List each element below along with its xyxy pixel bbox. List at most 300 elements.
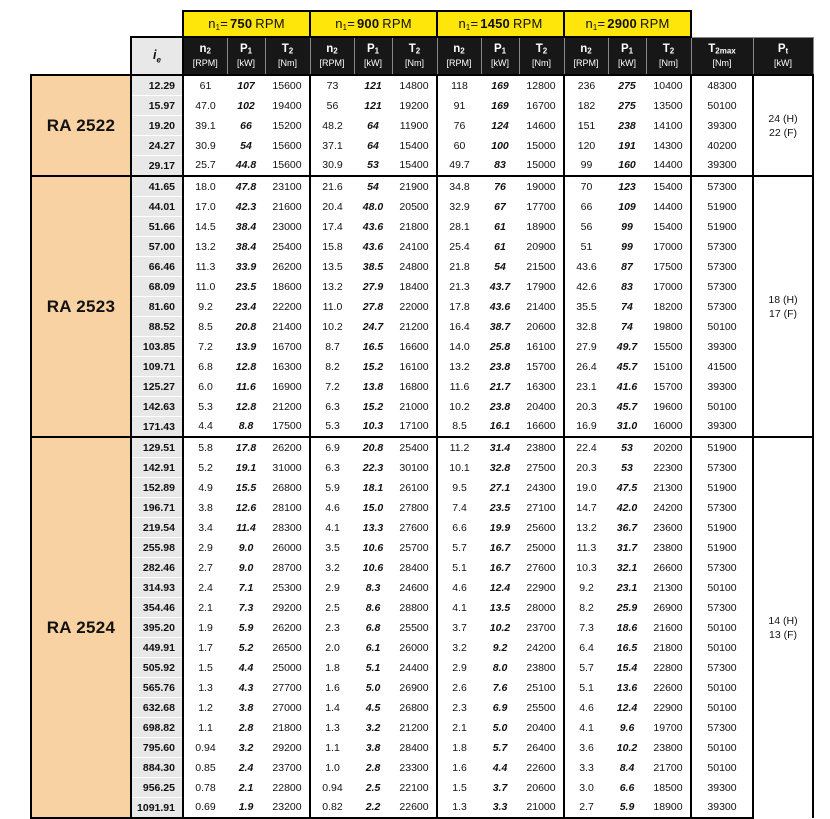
n2-value: 61 xyxy=(183,75,227,96)
table-row xyxy=(31,538,813,558)
p1-value: 8.8 xyxy=(227,417,265,438)
n2-value: 47.0 xyxy=(183,96,227,116)
n2-value: 32.8 xyxy=(564,317,608,337)
t2max-value: 57300 xyxy=(691,498,753,518)
n2-value: 1.0 xyxy=(310,758,354,778)
t2-value: 16600 xyxy=(519,417,564,438)
t2max-value: 51900 xyxy=(691,437,753,458)
n2-value: 8.5 xyxy=(437,417,481,438)
t2-value: 22800 xyxy=(653,661,683,674)
n2-value: 2.1 xyxy=(437,718,481,738)
p1-value: 53 xyxy=(621,461,633,474)
t2max-value: 50100 xyxy=(691,738,753,758)
t2-value: 27800 xyxy=(399,501,429,514)
p1-value: 2.8 xyxy=(238,721,254,734)
t2-value: 26600 xyxy=(653,561,683,574)
p1-value: 9.0 xyxy=(238,541,254,554)
t2-value: 26100 xyxy=(399,481,429,494)
header-spacer xyxy=(691,11,813,37)
p1-value: 169 xyxy=(481,75,519,96)
p1-value: 8.3 xyxy=(365,581,381,594)
model-label: RA 2524 xyxy=(31,437,131,818)
p1-value: 18.1 xyxy=(362,481,384,494)
n2-value: 8.5 xyxy=(183,317,227,337)
t2-value: 26500 xyxy=(272,641,302,654)
t2-value: 26400 xyxy=(526,741,556,754)
table-row xyxy=(31,277,813,297)
speed-header-1450 xyxy=(437,11,564,37)
n2-value: 1.2 xyxy=(183,698,227,718)
table-row xyxy=(31,718,813,738)
table-row xyxy=(31,75,813,96)
n2-value: 4.1 xyxy=(310,518,354,538)
t2max-value: 51900 xyxy=(691,518,753,538)
p1-value: 6.8 xyxy=(365,621,381,634)
t2-value: 25600 xyxy=(526,521,556,534)
p1-value: 31.7 xyxy=(616,541,638,554)
t2-value: 24200 xyxy=(653,501,683,514)
t2-value: 23800 xyxy=(519,437,564,458)
n2-value: 11.0 xyxy=(310,297,354,317)
col-header-p1: $P_1$ [kW] xyxy=(481,37,519,75)
p1-value: 4.4 xyxy=(238,661,254,674)
p1-value: 2.1 xyxy=(238,781,254,794)
t2-value: 18900 xyxy=(646,798,691,819)
n2-value: 118 xyxy=(437,75,481,96)
n2-value: 5.8 xyxy=(183,437,227,458)
n2-value: 1.4 xyxy=(310,698,354,718)
ie-value: 51.66 xyxy=(131,217,183,237)
p1-value: 38.7 xyxy=(489,320,511,333)
ie-value: 505.92 xyxy=(131,658,183,678)
table-row xyxy=(31,197,813,217)
p1-value: 31.0 xyxy=(608,417,646,438)
t2-value: 26900 xyxy=(653,601,683,614)
p1-value: 49.7 xyxy=(616,340,638,353)
t2-value: 26800 xyxy=(272,481,302,494)
p1-value: 15.5 xyxy=(235,481,257,494)
t2-value: 26900 xyxy=(399,681,429,694)
n2-value: 3.8 xyxy=(183,498,227,518)
p1-value: 99 xyxy=(621,220,633,233)
n2-value: 5.1 xyxy=(437,558,481,578)
p1-value: 12.8 xyxy=(235,400,257,413)
n2-value: 1.3 xyxy=(310,718,354,738)
t2-value: 21700 xyxy=(653,761,683,774)
p1-value: 8.6 xyxy=(365,601,381,614)
t2max-value: 39300 xyxy=(691,377,753,397)
p1-value: 23.5 xyxy=(235,280,257,293)
n2-value: 5.7 xyxy=(437,538,481,558)
t2-value: 23100 xyxy=(265,176,310,197)
n2-value: 11.3 xyxy=(183,257,227,277)
table-row xyxy=(31,397,813,417)
n2-value: 10.1 xyxy=(437,458,481,478)
t2-value: 14400 xyxy=(646,156,691,177)
n2-value: 13.5 xyxy=(310,257,354,277)
n2-value: 9.2 xyxy=(564,578,608,598)
n2-value: 4.1 xyxy=(437,598,481,618)
t2-value: 18900 xyxy=(526,220,556,233)
table-row xyxy=(31,618,813,638)
p1-value: 7.6 xyxy=(492,681,508,694)
n2-value: 30.9 xyxy=(183,136,227,156)
col-header-n2: $n_2$ [RPM] xyxy=(310,37,354,75)
n2-value: 76 xyxy=(437,116,481,136)
t2-value: 15400 xyxy=(399,139,429,152)
t2max-value: 57300 xyxy=(691,297,753,317)
t2-value: 15400 xyxy=(392,156,437,177)
ie-value: 41.65 xyxy=(131,176,183,197)
n2-value: 236 xyxy=(564,75,608,96)
n2-value: 4.9 xyxy=(183,478,227,498)
p1-value: 7.3 xyxy=(238,601,254,614)
t2-value: 15100 xyxy=(653,360,683,373)
t2max-value: 57300 xyxy=(691,257,753,277)
table-row xyxy=(31,156,813,177)
p1-value: 238 xyxy=(618,119,636,132)
t2-value: 16100 xyxy=(526,340,556,353)
ie-value: 565.76 xyxy=(131,678,183,698)
n2-value: 70 xyxy=(564,176,608,197)
t2-value: 15400 xyxy=(653,220,683,233)
n2-value: 32.9 xyxy=(437,197,481,217)
t2-value: 13500 xyxy=(653,99,683,112)
p1-value: 53 xyxy=(354,156,392,177)
p1-value: 23.8 xyxy=(489,400,511,413)
t2-value: 23700 xyxy=(526,621,556,634)
p1-value: 99 xyxy=(621,240,633,253)
t2-value: 27500 xyxy=(526,461,556,474)
t2-value: 20400 xyxy=(526,400,556,413)
t2-value: 20400 xyxy=(526,721,556,734)
n2-value: 8.2 xyxy=(310,357,354,377)
n2-value: 13.2 xyxy=(183,237,227,257)
t2-value: 21200 xyxy=(399,721,429,734)
speed-header-row xyxy=(31,11,813,37)
t2-value: 16100 xyxy=(399,360,429,373)
p1-value: 275 xyxy=(618,99,636,112)
t2-value: 25500 xyxy=(399,621,429,634)
p1-value: 19.1 xyxy=(235,461,257,474)
model-label: RA 2522 xyxy=(31,75,131,176)
n2-value: 2.3 xyxy=(310,618,354,638)
p1-value: 16.5 xyxy=(616,641,638,654)
t2-value: 18600 xyxy=(272,280,302,293)
t2-value: 24100 xyxy=(399,240,429,253)
ie-value: 12.29 xyxy=(131,75,183,96)
t2-value: 18500 xyxy=(653,781,683,794)
t2max-value: 57300 xyxy=(691,718,753,738)
table-row xyxy=(31,337,813,357)
table-row xyxy=(31,478,813,498)
t2-value: 21400 xyxy=(526,300,556,313)
n2-value: 11.2 xyxy=(437,437,481,458)
n2-value: 1.5 xyxy=(437,778,481,798)
table-row xyxy=(31,317,813,337)
n2-value: 9.5 xyxy=(437,478,481,498)
p1-value: 42.3 xyxy=(235,200,257,213)
n2-value: 3.7 xyxy=(437,618,481,638)
p1-value: 87 xyxy=(621,260,633,273)
t2-value: 25000 xyxy=(272,661,302,674)
n2-value: 3.3 xyxy=(564,758,608,778)
t2-value: 24300 xyxy=(526,481,556,494)
n2-value: 6.6 xyxy=(437,518,481,538)
n2-value: 0.94 xyxy=(183,738,227,758)
table-row xyxy=(31,297,813,317)
t2-value: 17500 xyxy=(653,260,683,273)
ie-value: 196.71 xyxy=(131,498,183,518)
t2max-value: 57300 xyxy=(691,277,753,297)
n2-value: 2.6 xyxy=(437,678,481,698)
n2-value: 0.85 xyxy=(183,758,227,778)
t2-value: 17900 xyxy=(526,280,556,293)
n2-value: 25.7 xyxy=(183,156,227,177)
t2-value: 15500 xyxy=(653,340,683,353)
p1-value: 43.6 xyxy=(362,220,384,233)
t2-value: 15200 xyxy=(272,119,302,132)
n2-value: 3.2 xyxy=(437,638,481,658)
p1-value: 16.1 xyxy=(481,417,519,438)
n2-value: 15.8 xyxy=(310,237,354,257)
ie-value: 44.01 xyxy=(131,197,183,217)
t2-value: 26200 xyxy=(272,621,302,634)
t2-value: 22300 xyxy=(653,461,683,474)
t2-value: 17700 xyxy=(526,200,556,213)
n2-value: 6.0 xyxy=(183,377,227,397)
t2-value: 21200 xyxy=(399,320,429,333)
t2-value: 22100 xyxy=(399,781,429,794)
t2-value: 15400 xyxy=(646,176,691,197)
t2max-value: 48300 xyxy=(691,75,753,96)
t2-value: 15000 xyxy=(526,139,556,152)
n2-value: 7.2 xyxy=(310,377,354,397)
p1-value: 61 xyxy=(494,220,506,233)
t2-value: 24600 xyxy=(399,581,429,594)
t2-value: 28400 xyxy=(399,561,429,574)
n2-value: 151 xyxy=(564,116,608,136)
t2-value: 16700 xyxy=(526,99,556,112)
col-header-t2: $T_2$ [Nm] xyxy=(646,37,691,75)
t2-value: 23700 xyxy=(272,761,302,774)
t2max-value: 39300 xyxy=(691,798,753,819)
table-row xyxy=(31,738,813,758)
t2max-value: 50100 xyxy=(691,578,753,598)
p1-value: 12.8 xyxy=(235,360,257,373)
table-row xyxy=(31,778,813,798)
table-row xyxy=(31,518,813,538)
p1-value: 21.7 xyxy=(489,380,511,393)
n2-value: 0.78 xyxy=(183,778,227,798)
ie-value: 956.25 xyxy=(131,778,183,798)
t2-value: 14400 xyxy=(653,200,683,213)
n2-value: 91 xyxy=(437,96,481,116)
t2-value: 21800 xyxy=(399,220,429,233)
p1-value: 16.7 xyxy=(489,561,511,574)
n2-value: 28.1 xyxy=(437,217,481,237)
p1-value: 160 xyxy=(608,156,646,177)
col-header-pt: $P_t$ [kW] xyxy=(753,37,813,75)
p1-value: 15.2 xyxy=(362,360,384,373)
n2-value: 21.3 xyxy=(437,277,481,297)
n2-value: 21.8 xyxy=(437,257,481,277)
column-header-row xyxy=(31,37,813,75)
ie-value: 698.82 xyxy=(131,718,183,738)
n2-value: 5.1 xyxy=(564,678,608,698)
n2-value: 8.2 xyxy=(564,598,608,618)
p1-value: 27.8 xyxy=(362,300,384,313)
t2-value: 21600 xyxy=(272,200,302,213)
t2-value: 19000 xyxy=(519,176,564,197)
ie-value: 255.98 xyxy=(131,538,183,558)
p1-value: 5.0 xyxy=(365,681,381,694)
t2-value: 21000 xyxy=(399,400,429,413)
n2-value: 2.9 xyxy=(437,658,481,678)
ie-value: 632.68 xyxy=(131,698,183,718)
n2-value: 2.5 xyxy=(310,598,354,618)
table-row xyxy=(31,136,813,156)
n2-value: 2.9 xyxy=(310,578,354,598)
p1-value: 20.8 xyxy=(235,320,257,333)
n2-value: 25.4 xyxy=(437,237,481,257)
n2-value: 1.3 xyxy=(183,678,227,698)
p1-value: 191 xyxy=(618,139,636,152)
t2max-value: 50100 xyxy=(691,638,753,658)
p1-value: 15.4 xyxy=(616,661,638,674)
n2-value: 19.0 xyxy=(564,478,608,498)
table-row xyxy=(31,638,813,658)
n2-value: 66 xyxy=(564,197,608,217)
n2-value: 20.3 xyxy=(564,458,608,478)
t2-value: 28700 xyxy=(272,561,302,574)
n2-value: 17.8 xyxy=(437,297,481,317)
t2-value: 21800 xyxy=(653,641,683,654)
p1-value: 2.2 xyxy=(354,798,392,819)
t2-value: 19600 xyxy=(653,400,683,413)
speed-label: $n_1= 900$ RPM xyxy=(335,16,412,32)
col-header-ie: $i_e$ xyxy=(131,37,183,75)
speed-label: $n_1= 2900$ RPM xyxy=(585,16,670,32)
table-row xyxy=(31,498,813,518)
n2-value: 16.9 xyxy=(564,417,608,438)
t2max-value: 50100 xyxy=(691,698,753,718)
n2-value: 7.4 xyxy=(437,498,481,518)
ie-value: 282.46 xyxy=(131,558,183,578)
t2-value: 22600 xyxy=(392,798,437,819)
t2max-value: 57300 xyxy=(691,458,753,478)
n2-value: 120 xyxy=(564,136,608,156)
p1-value: 24.7 xyxy=(362,320,384,333)
t2max-value: 51900 xyxy=(691,197,753,217)
ie-value: 81.60 xyxy=(131,297,183,317)
p1-value: 41.6 xyxy=(616,380,638,393)
n2-value: 4.6 xyxy=(564,698,608,718)
t2-value: 19400 xyxy=(272,99,302,112)
t2-value: 27000 xyxy=(272,701,302,714)
p1-value: 4.5 xyxy=(365,701,381,714)
ie-value: 314.93 xyxy=(131,578,183,598)
t2-value: 21800 xyxy=(272,721,302,734)
t2max-value: 50100 xyxy=(691,397,753,417)
n2-value: 11.0 xyxy=(183,277,227,297)
t2max-value: 39300 xyxy=(691,778,753,798)
n2-value: 2.3 xyxy=(437,698,481,718)
p1-value: 38.4 xyxy=(235,240,257,253)
t2-value: 22800 xyxy=(272,781,302,794)
t2-value: 15600 xyxy=(265,156,310,177)
t2-value: 28400 xyxy=(399,741,429,754)
p1-value: 83 xyxy=(481,156,519,177)
table-row xyxy=(31,558,813,578)
ie-value: 66.46 xyxy=(131,257,183,277)
p1-value: 275 xyxy=(608,75,646,96)
n2-value: 99 xyxy=(564,156,608,177)
col-header-n2: $n_2$ [RPM] xyxy=(437,37,481,75)
n2-value: 5.9 xyxy=(310,478,354,498)
p1-value: 25.8 xyxy=(489,340,511,353)
n2-value: 13.2 xyxy=(310,277,354,297)
t2max-value: 57300 xyxy=(691,558,753,578)
pt-value: 14 (H) 13 (F) xyxy=(753,437,813,818)
p1-value: 42.0 xyxy=(616,501,638,514)
table-row xyxy=(31,598,813,618)
t2-value: 27700 xyxy=(272,681,302,694)
p1-value: 25.9 xyxy=(616,601,638,614)
ie-value: 29.17 xyxy=(131,156,183,177)
p1-value: 43.6 xyxy=(362,240,384,253)
p1-value: 13.8 xyxy=(362,380,384,393)
p1-value: 102 xyxy=(237,99,255,112)
p1-value: 36.7 xyxy=(616,521,638,534)
p1-value: 10.6 xyxy=(362,541,384,554)
n2-value: 4.4 xyxy=(183,417,227,438)
t2max-value: 57300 xyxy=(691,176,753,197)
t2-value: 22200 xyxy=(272,300,302,313)
p1-value: 11.6 xyxy=(236,380,256,393)
t2-value: 26000 xyxy=(272,541,302,554)
t2-value: 21000 xyxy=(519,798,564,819)
ie-value: 68.09 xyxy=(131,277,183,297)
t2-value: 22900 xyxy=(653,701,683,714)
n2-value: 14.7 xyxy=(564,498,608,518)
t2-value: 15700 xyxy=(526,360,556,373)
p1-value: 64 xyxy=(367,139,379,152)
p1-value: 109 xyxy=(618,200,636,213)
n2-value: 1.7 xyxy=(183,638,227,658)
col-header-t2: $T_2$ [Nm] xyxy=(392,37,437,75)
ie-value: 88.52 xyxy=(131,317,183,337)
p1-value: 6.9 xyxy=(492,701,508,714)
n2-value: 4.1 xyxy=(564,718,608,738)
p1-value: 8.4 xyxy=(619,761,635,774)
n2-value: 14.0 xyxy=(437,337,481,357)
t2-value: 22900 xyxy=(526,581,556,594)
t2max-value: 39300 xyxy=(691,337,753,357)
n2-value: 10.2 xyxy=(437,397,481,417)
t2-value: 12800 xyxy=(519,75,564,96)
t2-value: 23800 xyxy=(653,741,683,754)
t2max-value: 40200 xyxy=(691,136,753,156)
p1-value: 10.2 xyxy=(489,621,511,634)
n2-value: 1.6 xyxy=(310,678,354,698)
p1-value: 5.9 xyxy=(608,798,646,819)
col-header-t2: $T_2$ [Nm] xyxy=(519,37,564,75)
p1-value: 3.2 xyxy=(238,741,254,754)
n2-value: 4.6 xyxy=(437,578,481,598)
p1-value: 16.5 xyxy=(362,340,384,353)
n2-value: 2.4 xyxy=(183,578,227,598)
